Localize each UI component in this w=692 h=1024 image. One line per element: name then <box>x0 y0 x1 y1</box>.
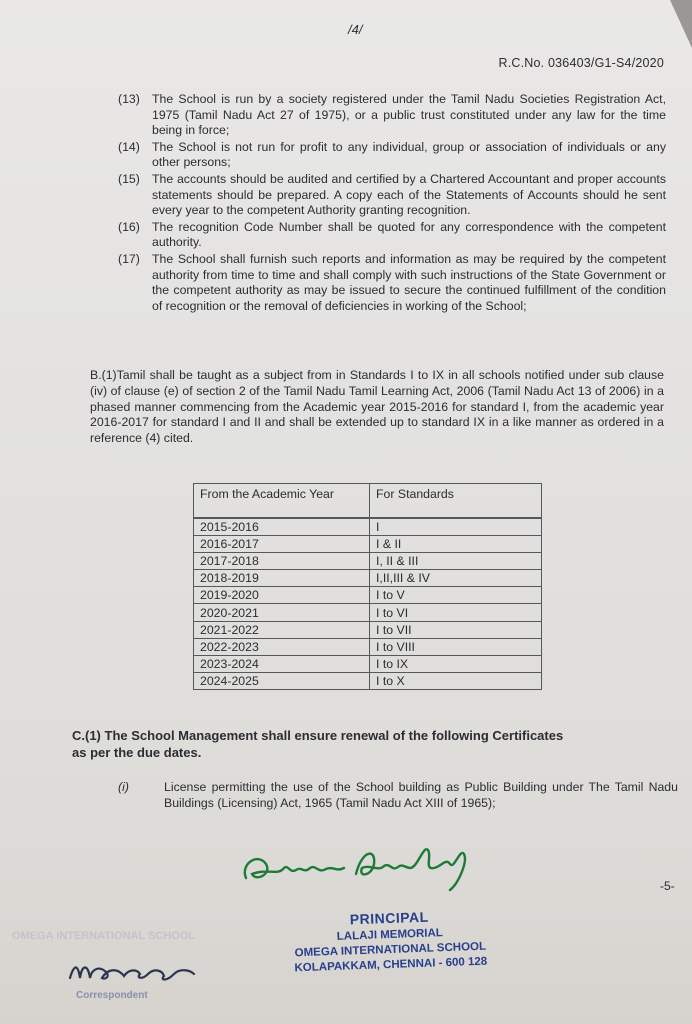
faded-stamp-impression: OMEGA INTERNATIONAL SCHOOL <box>12 930 196 942</box>
next-page-indicator: -5- <box>660 879 675 893</box>
condition-number: (17) <box>118 251 140 266</box>
standards-cell: I to VIII <box>370 638 542 655</box>
standards-cell: I to VI <box>370 604 542 621</box>
year-cell: 2017-2018 <box>194 553 370 570</box>
standards-cell: I, II & III <box>370 553 542 570</box>
condition-number: (15) <box>118 171 140 186</box>
condition-item <box>118 92 666 139</box>
condition-item <box>118 172 666 219</box>
table-row <box>194 638 542 655</box>
standards-cell: I to X <box>370 672 542 689</box>
condition-text: The recognition Code Number shall be quoted for any correspondence with the competent authority. <box>152 219 666 250</box>
table-row <box>194 518 542 536</box>
section-c-item-number: (i) <box>118 780 129 794</box>
section-c-item <box>118 780 678 812</box>
table-row <box>194 604 542 621</box>
condition-number: (13) <box>118 92 140 106</box>
condition-number: (14) <box>118 139 140 154</box>
conditions-list <box>118 92 666 315</box>
table-row <box>194 621 542 638</box>
condition-item <box>118 252 666 314</box>
standards-cell: I to V <box>370 587 542 604</box>
condition-text: The School is not run for profit to any individual, group or association of individuals or any other persons; <box>152 139 666 170</box>
year-cell: 2022-2023 <box>194 638 370 655</box>
year-cell: 2020-2021 <box>194 604 370 621</box>
year-cell: 2019-2020 <box>194 587 370 604</box>
section-c-heading: C.(1) The School Management shall ensure renewal of the following Certificates as per the due dates. <box>72 728 564 760</box>
table-row <box>194 655 542 672</box>
correspondent-signature <box>66 948 216 992</box>
year-cell: 2024-2025 <box>194 672 370 689</box>
standards-cell: I & II <box>370 536 542 553</box>
condition-number: (16) <box>118 219 140 234</box>
column-header-standards: For Standards <box>370 484 542 519</box>
stamp-line-3: KOLAPAKKAM, CHENNAI - 600 128 <box>294 955 488 975</box>
stamp-line-2: OMEGA INTERNATIONAL SCHOOL <box>294 940 487 960</box>
reference-number: R.C.No. 036403/G1-S4/2020 <box>498 56 664 70</box>
year-cell: 2021-2022 <box>194 621 370 638</box>
correspondent-label: Correspondent <box>76 990 148 1001</box>
standards-cell: I <box>370 518 542 536</box>
section-b-paragraph: B.(1)Tamil shall be taught as a subject from in Standards I to IX in all schools notified under sub clause (iv) of clause (e) of section 2 of the Tamil Nadu Tamil Learning Act, 2006 (Tamil Nadu Act 13 of 2006) in a phased manner commencing from the Academic year 2015-2016 for standard I, from the academic year 2016-2017 for standard I and II and shall be extended up to standard IX in a like manner as ordered in a reference (4) cited. <box>90 368 664 446</box>
table-row <box>194 672 542 689</box>
year-cell: 2023-2024 <box>194 655 370 672</box>
principal-stamp <box>269 906 511 975</box>
condition-text: The accounts should be audited and certified by a Chartered Accountant and proper accounts statements should be prepared. A copy each of the Statements of Accounts should he sent every year to the competent Authority granting recognition. <box>152 171 666 218</box>
condition-text: The School shall furnish such reports and information as may be required by the competent authority from time to time and shall comply with such instructions of the State Government or the competent authority as may be issued to secure the continued fulfillment of the condition of recognition or the removal of deficiencies in working of the School; <box>152 251 666 313</box>
condition-item <box>118 220 666 251</box>
principal-signature <box>238 838 478 898</box>
standards-cell: I,II,III & IV <box>370 570 542 587</box>
table-row <box>194 587 542 604</box>
standards-table <box>193 483 542 690</box>
stamp-title: PRINCIPAL <box>349 908 429 928</box>
folded-corner <box>670 0 692 48</box>
condition-text: The School is run by a society registered under the Tamil Nadu Societies Registration Act, 1975 (Tamil Nadu Act 27 of 1975), or a public trust constituted under any law for the time being in force; <box>152 92 666 138</box>
page-number: /4/ <box>348 22 363 37</box>
stamp-line-1: LALAJI MEMORIAL <box>336 927 444 943</box>
condition-item <box>118 140 666 171</box>
table-row <box>194 536 542 553</box>
year-cell: 2018-2019 <box>194 570 370 587</box>
column-header-year: From the Academic Year <box>194 484 370 519</box>
standards-cell: I to IX <box>370 655 542 672</box>
section-c-item-text: License permitting the use of the School building as Public Building under The Tamil Nadu Buildings (Licensing) Act, 1965 (Tamil Nadu Act XIII of 1965); <box>164 780 678 810</box>
table-header-row <box>194 484 542 519</box>
table-row <box>194 570 542 587</box>
table-row <box>194 553 542 570</box>
year-cell: 2016-2017 <box>194 536 370 553</box>
year-cell: 2015-2016 <box>194 518 370 536</box>
standards-cell: I to VII <box>370 621 542 638</box>
